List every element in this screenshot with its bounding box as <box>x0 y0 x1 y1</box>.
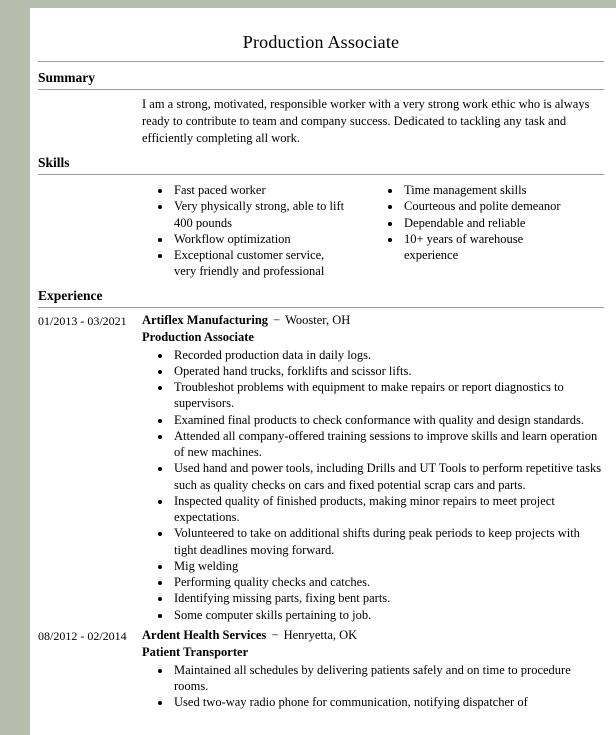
skills-section <box>38 155 604 280</box>
jobs-list <box>38 313 604 711</box>
job-location: Wooster, OH <box>285 312 351 327</box>
job-location: Henryetta, OK <box>283 627 358 642</box>
page-title: Production Associate <box>242 32 400 52</box>
job-dates: 08/2012 - 02/2014 <box>38 628 127 643</box>
job-dates: 01/2013 - 03/2021 <box>38 313 127 328</box>
bullet-item: • Performing quality checks and catches. <box>172 574 604 590</box>
resume-page <box>30 8 616 735</box>
bullet-item: • Inspected quality of finished products, making minor repairs to meet project expectations. <box>172 493 604 526</box>
job-entry <box>38 628 604 711</box>
bullet-item: • Volunteered to take on additional shifts during peak periods to keep projects with tight deadlines moving forward. <box>172 525 604 558</box>
title-rule <box>38 61 604 62</box>
job-content <box>142 313 604 623</box>
skills-column-1 <box>142 182 347 280</box>
job-company: Ardent Health Services <box>142 627 267 642</box>
skills-columns <box>142 182 604 280</box>
job-content <box>142 628 604 711</box>
job-entry <box>38 313 604 623</box>
bullet-item: • 10+ years of warehouse experience <box>402 231 577 264</box>
bullet-item: • Used hand and power tools, including Drills and UT Tools to perform repetitive tasks such as quality checks on cars and fixed potential scrap cars and parts. <box>172 460 604 493</box>
bullet-item: • Recorded production data in daily logs. <box>172 347 604 363</box>
summary-heading: Summary <box>38 70 95 85</box>
job-location-separator: − <box>271 627 279 642</box>
skills-heading: Skills <box>38 155 70 170</box>
bullet-item: • Workflow optimization <box>172 231 347 247</box>
bullet-item: • Identifying missing parts, fixing bent parts. <box>172 590 604 606</box>
job-location-separator: − <box>273 312 281 327</box>
experience-section <box>38 288 604 711</box>
bullet-item: • Attended all company-offered training sessions to improve skills and learn operation of new machines. <box>172 428 604 461</box>
skills-rule <box>38 174 604 175</box>
skills-column-2 <box>372 182 577 280</box>
job-bullets <box>142 347 604 623</box>
job-bullets <box>142 662 604 711</box>
bullet-item: • Fast paced worker <box>172 182 347 198</box>
bullet-item: • Operated hand trucks, forklifts and scissor lifts. <box>172 363 604 379</box>
bullet-item: • Very physically strong, able to lift 400 pounds <box>172 198 347 231</box>
bullet-item: • Maintained all schedules by delivering patients safely and on time to procedure rooms. <box>172 662 604 695</box>
experience-heading: Experience <box>38 287 103 303</box>
job-title: Production Associate <box>142 329 254 344</box>
job-title: Patient Transporter <box>142 644 249 659</box>
bullet-item: • Time management skills <box>402 182 577 198</box>
bullet-item: • Used two-way radio phone for communication, notifying dispatcher of <box>172 694 604 710</box>
summary-rule <box>38 89 604 90</box>
bullet-item: • Exceptional customer service, very friendly and professional <box>172 247 347 280</box>
job-header <box>142 628 604 643</box>
job-header <box>142 313 604 328</box>
summary-section <box>38 70 604 147</box>
summary-text: I am a strong, motivated, responsible worker with a very strong work ethic who is always ready to contribute to team and company success. Dedicated to tackling any task and efficiently completing all work. <box>142 97 590 145</box>
bullet-item: • Dependable and reliable <box>402 215 577 231</box>
bullet-item: • Mig welding <box>172 558 604 574</box>
bullet-item: • Troubleshot problems with equipment to make repairs or report diagnostics to supervisors. <box>172 379 604 412</box>
job-company: Artiflex Manufacturing <box>142 312 269 327</box>
bullet-item: • Examined final products to check conformance with quality and design standards. <box>172 412 604 428</box>
experience-rule <box>38 307 604 308</box>
bullet-item: • Some computer skills pertaining to job. <box>172 607 604 623</box>
bullet-item: • Courteous and polite demeanor <box>402 198 577 214</box>
